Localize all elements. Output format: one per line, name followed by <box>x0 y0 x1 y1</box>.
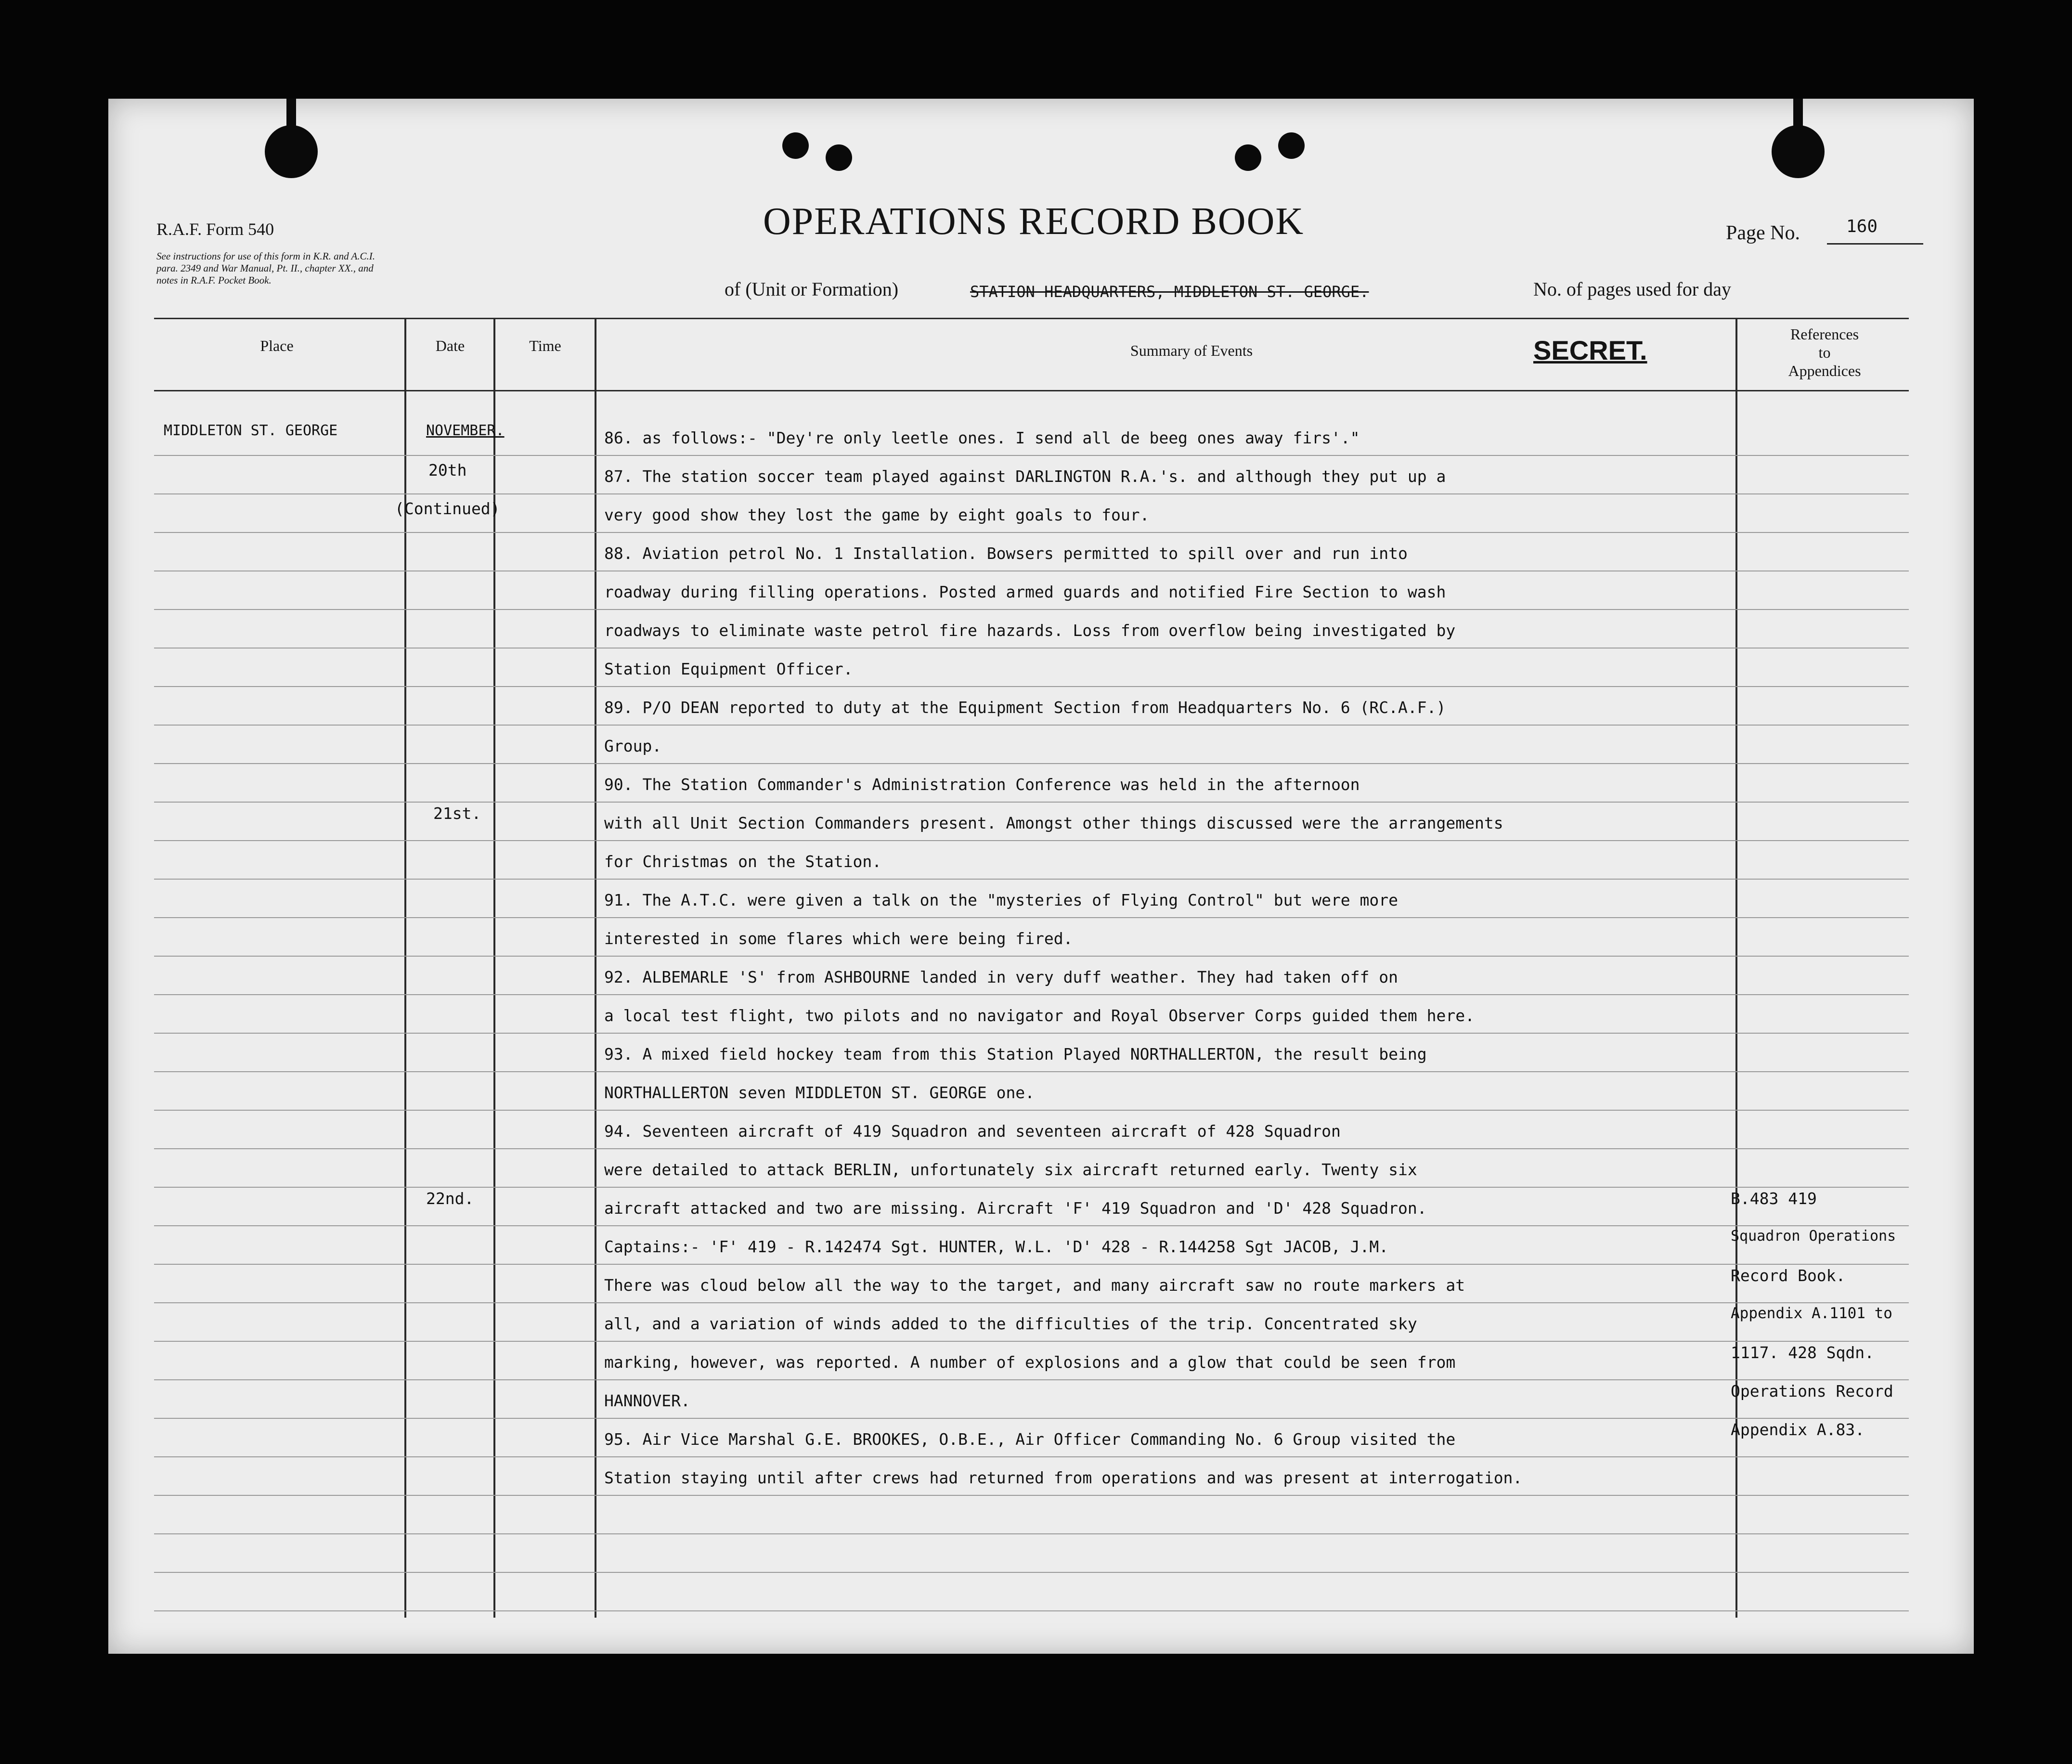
column-header-date: Date <box>435 337 465 354</box>
ruled-line <box>154 1302 1909 1303</box>
page-number-underline <box>1827 243 1923 245</box>
unit-value: STATION HEADQUARTERS, MIDDLETON ST. GEORGE. <box>970 283 1369 301</box>
ruled-line <box>154 1264 1909 1265</box>
event-line: 94. Seventeen aircraft of 419 Squadron and seventeen aircraft of 428 Squadron <box>604 1122 1341 1141</box>
event-line: 91. The A.T.C. were given a talk on the "mysteries of Flying Control" but were more <box>604 891 1399 909</box>
appendix-reference: Squadron Operations <box>1731 1228 1896 1245</box>
column-header-references <box>1738 325 1911 380</box>
event-line: 93. A mixed field hockey team from this Station Played NORTHALLERTON, the result being <box>604 1045 1427 1064</box>
date-entry: 22nd. <box>426 1189 474 1208</box>
place-entry: MIDDLETON ST. GEORGE <box>164 422 338 439</box>
column-divider <box>595 318 596 1618</box>
appendix-reference: Appendix A.1101 to <box>1731 1305 1892 1322</box>
event-line: 86. as follows:- "Dey're only leetle ones. I send all de beeg ones away firs'." <box>604 428 1360 447</box>
ruled-line <box>154 763 1909 764</box>
punch-hole <box>1235 144 1261 171</box>
ruled-line <box>154 917 1909 918</box>
event-line: aircraft attacked and two are missing. Aircraft 'F' 419 Squadron and 'D' 428 Squadron. <box>604 1199 1427 1218</box>
ruled-line <box>154 493 1909 494</box>
appendix-reference: Operations Record <box>1731 1382 1893 1401</box>
page-number-label: Page No. <box>1726 222 1800 244</box>
column-header-time: Time <box>529 337 561 354</box>
binder-hole-left <box>265 125 318 178</box>
event-line: 88. Aviation petrol No. 1 Installation. Bowsers permitted to spill over and run into <box>604 544 1408 563</box>
event-line: NORTHALLERTON seven MIDDLETON ST. GEORGE one. <box>604 1083 1035 1102</box>
ruled-line <box>154 1110 1909 1111</box>
ruled-line <box>154 1341 1909 1342</box>
ruled-line <box>154 686 1909 687</box>
date-entry: 21st. <box>433 804 481 823</box>
date-continued: (Continued) <box>395 499 500 518</box>
ruled-line <box>154 994 1909 995</box>
form-instruction-line: See instructions for use of this form in K.R. and A.C.I. <box>156 250 376 262</box>
ruled-line <box>154 840 1909 841</box>
event-line: roadways to eliminate waste petrol fire hazards. Loss from overflow being investigated by <box>604 621 1456 640</box>
page-title: OPERATIONS RECORD BOOK <box>763 200 1305 243</box>
classification-stamp: SECRET. <box>1533 335 1647 365</box>
event-line: Station staying until after crews had returned from operations and was present at interrogation. <box>604 1468 1523 1487</box>
references-header-line: References <box>1790 325 1859 343</box>
date-entry: 20th <box>428 461 467 480</box>
ruled-line <box>154 1418 1909 1419</box>
ruled-line <box>154 802 1909 803</box>
ruled-line <box>154 879 1909 880</box>
form-number: R.A.F. Form 540 <box>156 220 274 239</box>
event-line: were detailed to attack BERLIN, unfortunately six aircraft returned early. Twenty six <box>604 1160 1417 1179</box>
punch-hole <box>826 144 852 171</box>
punch-hole <box>1278 132 1305 159</box>
ruled-line <box>154 1610 1909 1611</box>
appendix-reference: B.483 419 <box>1731 1189 1817 1208</box>
ruled-line <box>154 1456 1909 1457</box>
event-line: a local test flight, two pilots and no navigator and Royal Observer Corps guided them here. <box>604 1006 1475 1025</box>
event-line: 95. Air Vice Marshal G.E. BROOKES, O.B.E., Air Officer Commanding No. 6 Group visited the <box>604 1430 1456 1449</box>
event-line: all, and a variation of winds added to the difficulties of the trip. Concentrated sky <box>604 1314 1417 1333</box>
event-line: marking, however, was reported. A number of explosions and a glow that could be seen from <box>604 1353 1456 1372</box>
page-number-value: 160 <box>1846 217 1878 236</box>
event-line: 90. The Station Commander's Administration Conference was held in the afternoon <box>604 775 1360 794</box>
ruled-line <box>154 1033 1909 1034</box>
ruled-line <box>154 532 1909 533</box>
ruled-line <box>154 648 1909 649</box>
ruled-line <box>154 1379 1909 1380</box>
record-sheet <box>108 99 1974 1654</box>
unit-label: of (Unit or Formation) <box>725 278 899 300</box>
event-line: 92. ALBEMARLE 'S' from ASHBOURNE landed in very duff weather. They had taken off on <box>604 968 1399 986</box>
date-month: NOVEMBER. <box>426 422 505 439</box>
event-line: 89. P/O DEAN reported to duty at the Equipment Section from Headquarters No. 6 (RC.A.F.) <box>604 698 1446 717</box>
references-header-line: Appendices <box>1788 362 1861 379</box>
ruled-line <box>154 1187 1909 1188</box>
event-line: HANNOVER. <box>604 1391 690 1410</box>
appendix-reference: Record Book. <box>1731 1266 1846 1285</box>
appendix-reference: Appendix A.83. <box>1731 1420 1865 1439</box>
ruled-line <box>154 1071 1909 1072</box>
ruled-line <box>154 455 1909 456</box>
event-line: roadway during filling operations. Posted armed guards and notified Fire Section to wash <box>604 583 1446 601</box>
appendix-reference: 1117. 428 Sqdn. <box>1731 1343 1875 1362</box>
event-line: for Christmas on the Station. <box>604 852 882 871</box>
event-line: Group. <box>604 737 662 755</box>
punch-hole <box>782 132 809 159</box>
event-line: with all Unit Section Commanders present. Amongst other things discussed were the arrangements <box>604 814 1503 832</box>
event-line: very good show they lost the game by eight goals to four. <box>604 506 1150 524</box>
pages-used-label: No. of pages used for day <box>1533 278 1731 300</box>
event-line: Station Equipment Officer. <box>604 660 853 678</box>
column-header-place: Place <box>260 337 294 354</box>
form-instruction-line: para. 2349 and War Manual, Pt. II., chapter XX., and <box>156 262 374 274</box>
header-bottom-border <box>154 390 1909 391</box>
ruled-line <box>154 956 1909 957</box>
binder-hole-right <box>1772 125 1825 178</box>
ruled-line <box>154 725 1909 726</box>
form-instruction-line: notes in R.A.F. Pocket Book. <box>156 274 272 286</box>
table-top-border <box>154 318 1909 319</box>
event-line: There was cloud below all the way to the target, and many aircraft saw no route markers at <box>604 1276 1465 1295</box>
form-instructions <box>156 250 375 286</box>
event-line: interested in some flares which were being fired. <box>604 929 1073 948</box>
ruled-line <box>154 1495 1909 1496</box>
ruled-line <box>154 1225 1909 1226</box>
event-line: Captains:- 'F' 419 - R.142474 Sgt. HUNTER, W.L. 'D' 428 - R.144258 Sgt JACOB, J.M. <box>604 1237 1389 1256</box>
ruled-line <box>154 1148 1909 1149</box>
ruled-line <box>154 1572 1909 1573</box>
ruled-line <box>154 1533 1909 1534</box>
column-header-summary: Summary of Events <box>1130 342 1253 359</box>
event-line: 87. The station soccer team played against DARLINGTON R.A.'s. and although they put up a <box>604 467 1446 486</box>
ruled-line <box>154 609 1909 610</box>
references-header-line: to <box>1818 344 1831 361</box>
